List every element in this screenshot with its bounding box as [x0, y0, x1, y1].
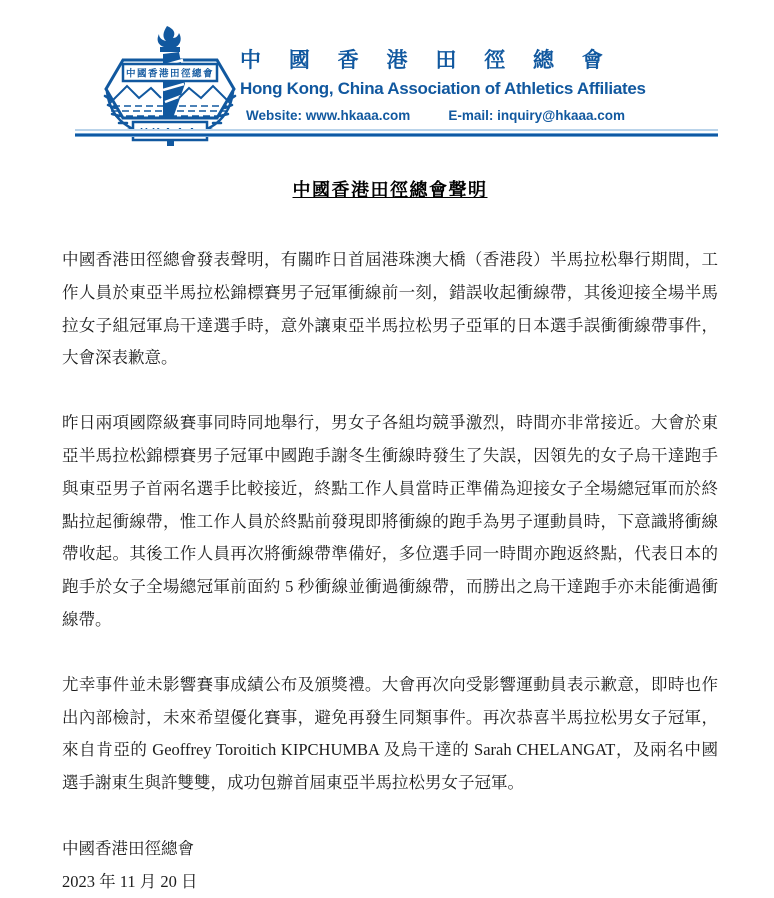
- statement-closing: [62, 832, 718, 898]
- logo-top-banner-text: 中國香港田徑總會: [125, 68, 215, 80]
- signature: 中國香港田徑總會: [62, 838, 194, 858]
- statement-body: [62, 168, 718, 898]
- letterhead-separator-rule: [75, 129, 718, 137]
- statement-date: 2023 年 11 月 20 日: [62, 871, 198, 891]
- statement-title: 中國香港田徑總會聲明: [292, 180, 488, 200]
- letterhead-text: [240, 48, 670, 125]
- statement-paragraph-1: 中國香港田徑總會發表聲明，有關昨日首屆港珠澳大橋（香港段）半馬拉松舉行期間，工作人員於東亞半馬拉松錦標賽男子冠軍衝線前一刻，錯誤收起衝線帶，其後迎接全場半馬拉女子組冠軍烏干達選手時，意外讓東亞半馬拉松男子亞軍的日本選手誤衝衝線帶事件，大會深表歉意。: [62, 250, 718, 368]
- email-label: E-mail: inquiry@hkaaa.com: [448, 108, 626, 123]
- torch-flame: [158, 26, 181, 47]
- statement-paragraph-2: 昨日兩項國際級賽事同時同地舉行，男女子各組均競爭激烈，時間亦非常接近。大會於東亞半馬拉松錦標賽男子冠軍中國跑手謝冬生衝線時發生了失誤，因領先的女子烏干達跑手與東亞男子首兩名選手比較接近，終點工作人員當時正準備為迎接女子全場總冠軍而於終點拉起衝線帶，惟工作人員於終點前發現即將衝線的跑手為男子運動員時，下意識將衝線帶收起。其後工作人員再次將衝線帶準備好，多位選手同一時間亦跑返終點，代表日本的跑手於女子全場總冠軍前面約 5 秒衝線並衝過衝線帶，而勝出之烏干達跑手亦未能衝過衝線帶。: [62, 413, 718, 629]
- association-name-english: Hong Kong, China Association of Athletics Affiliates: [240, 79, 646, 98]
- website-label: Website: www.hkaaa.com: [246, 108, 411, 123]
- separator-dark-line: [75, 133, 718, 137]
- contact-line: [240, 107, 670, 125]
- statement-paragraph-3: 尤幸事件並未影響賽事成績公布及頒獎禮。大會再次向受影響運動員表示歉意，即時也作出內部檢討，未來希望優化賽事，避免再發生同類事件。再次恭喜半馬拉松男女子冠軍，來自肯亞的 Geoffrey Toroitich KIPCHUMBA 及烏干達的 Sarah CHELANGAT，及兩名中國選手謝東生與許雙雙，成功包辦首屆東亞半馬拉松男女子冠軍。: [62, 674, 718, 793]
- letterhead: [0, 0, 774, 150]
- torch-handle: [167, 140, 174, 146]
- association-name-chinese: 中 國 香 港 田 徑 總 會: [240, 49, 614, 72]
- torch-cup: [160, 47, 180, 52]
